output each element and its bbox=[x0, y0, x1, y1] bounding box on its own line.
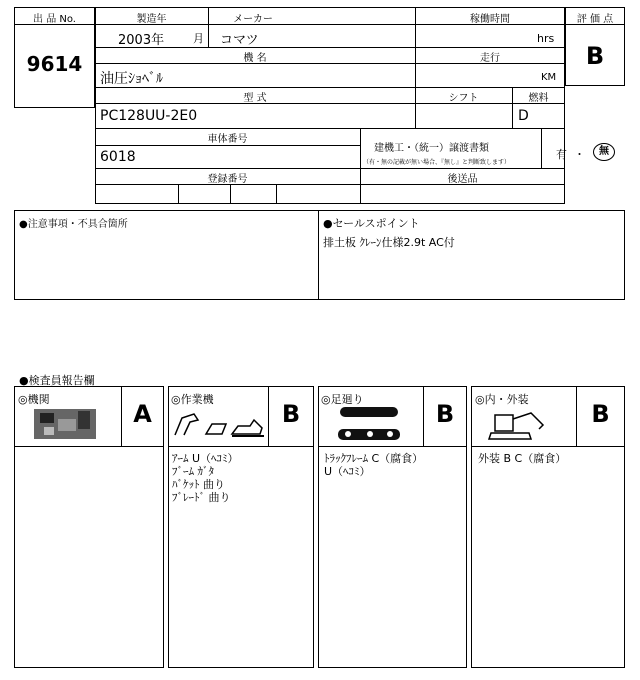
serial-value: 6018 bbox=[100, 149, 136, 165]
transfer-dot: ・ bbox=[574, 148, 585, 161]
transfer-note: （有・無の記載が無い場合、『無し』と判断致します） bbox=[363, 159, 511, 166]
lot-number: 9614 bbox=[26, 52, 83, 76]
travel-label: 走行 bbox=[480, 53, 500, 64]
section-title-exterior: ◎内・外装 bbox=[475, 393, 529, 406]
hours-unit: hrs bbox=[537, 32, 555, 45]
section-notes-exterior: 外装 B C（腐食） bbox=[478, 452, 567, 465]
section-title-undercarriage: ◎足廻り bbox=[321, 393, 364, 406]
model-label: 機 名 bbox=[243, 53, 267, 64]
undercarriage-icon bbox=[336, 403, 406, 443]
model-value: 油圧ｼｮﾍﾞﾙ bbox=[100, 71, 163, 87]
section-grade-engine: A bbox=[133, 400, 152, 428]
hours-label: 稼働時間 bbox=[470, 14, 510, 25]
serial-label: 車体番号 bbox=[207, 134, 248, 145]
exterior-icon bbox=[487, 405, 547, 443]
section-notes-attachments: ｱｰﾑ U（ﾍｺﾐ） ﾌﾞｰﾑ ｶﾞﾀ ﾊﾞｹｯﾄ 曲り ﾌﾞﾚｰﾄﾞ 曲り bbox=[172, 452, 239, 504]
lot-label: 出 品 No. bbox=[33, 14, 76, 25]
shift-label: シフト bbox=[448, 93, 479, 104]
fuel-value: D bbox=[518, 108, 529, 124]
section-grade-exterior: B bbox=[591, 400, 610, 428]
km-unit: KM bbox=[541, 72, 557, 83]
overall-grade: B bbox=[585, 42, 605, 70]
type-label: 型 式 bbox=[243, 93, 267, 104]
transfer-no-circled: 無 bbox=[593, 143, 615, 161]
attachments-icon bbox=[172, 410, 267, 440]
sales-title: ●セールスポイント bbox=[323, 217, 420, 230]
transfer-yes: 有 bbox=[556, 148, 567, 161]
grade-label: 評 価 点 bbox=[576, 14, 614, 25]
maker-label: メーカー bbox=[233, 14, 273, 25]
sales-text: 排土板 ｸﾚｰﾝ仕様2.9t AC付 bbox=[323, 236, 455, 249]
transfer-title: 建機工・（統一）譲渡書類 bbox=[374, 143, 489, 154]
month-value: 月 bbox=[193, 32, 204, 45]
section-grade-attachments: B bbox=[281, 400, 301, 428]
section-title-engine: ◎機関 bbox=[18, 393, 50, 406]
fuel-label: 燃料 bbox=[528, 93, 549, 104]
section-notes-undercarriage: ﾄﾗｯｸﾌﾚｰﾑ C（腐食） U（ﾍｺﾐ） bbox=[324, 452, 424, 478]
year-value: 2003年 bbox=[118, 33, 165, 48]
inspector-title: ●検査員報告欄 bbox=[19, 374, 95, 387]
section-title-attachments: ◎作業機 bbox=[171, 393, 214, 406]
year-label: 製造年 bbox=[136, 14, 167, 25]
engine-photo bbox=[32, 405, 99, 442]
type-value: PC128UU-2E0 bbox=[100, 108, 198, 124]
maker-value: コマツ bbox=[220, 33, 259, 48]
return-label: 後送品 bbox=[447, 174, 478, 185]
section-grade-undercarriage: B bbox=[435, 400, 455, 428]
reg-label: 登録番号 bbox=[207, 174, 248, 185]
caution-title: ●注意事項・不具合箇所 bbox=[19, 219, 128, 230]
